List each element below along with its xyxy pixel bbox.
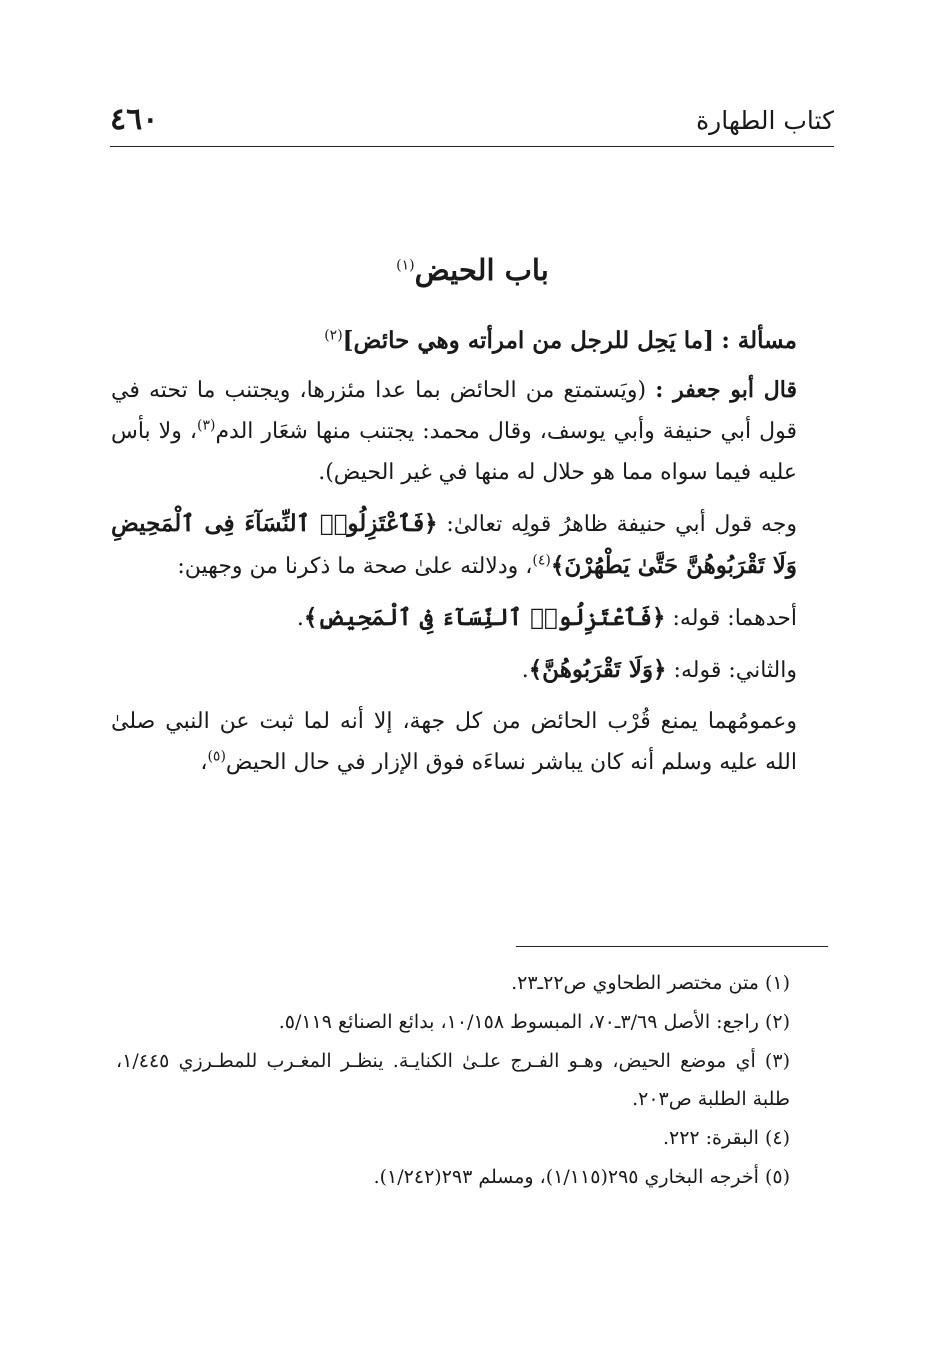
quran-verse: ﴿فَٱعْتَزِلُوا۟ ٱلنِّسَآءَ فِى ٱلْمَحِيضِ﴾ <box>303 604 666 631</box>
paragraph-text: (ويَستمتع من الحائض بما عدا مئزرها، ويجتنب ما تحته في قول أبي حنيفة وأبي يوسف، وقال محمد: يجتنب منها شعَار الدم <box>111 378 797 444</box>
chapter-title <box>0 248 945 292</box>
paragraph <box>111 503 835 587</box>
footnote-ref: (٣) <box>196 417 216 434</box>
footnote-ref: (٤) <box>532 552 551 569</box>
footnote-ref: (٥) <box>207 748 226 765</box>
footnote-divider <box>516 946 828 947</box>
paragraph-text: ، <box>200 750 208 775</box>
quran-verse: ﴿فَٱعْتَزِلُوا۟ ٱلنِّسَآءَ فِى ٱلْمَحِيضِ وَلَا تَقْرَبُوهُنَّ حَتَّىٰ يَطْهُرْنَ﴾ <box>111 510 797 579</box>
footnotes <box>116 964 828 1197</box>
issue-question: [ما يَحِل للرجل من امرأته وهي حائض] <box>342 327 714 354</box>
paragraph-text: ، ودلالته علىٰ صحة ما ذكرنا من وجهين: <box>177 554 533 579</box>
footnote: (٥) أخرجه البخاري ٢٩٥(١/١١٥)، ومسلم ٢٩٣(١/٢٤٢). <box>373 1166 790 1188</box>
paragraph-text: والثاني: قوله: <box>673 658 797 683</box>
footnote-ref: (١) <box>396 257 415 274</box>
page-number: ٤٦٠ <box>110 102 159 137</box>
speaker-label: قال أبو جعفر : <box>655 377 797 403</box>
book-title: كتاب الطهارة <box>696 106 834 135</box>
paragraph: والثاني: قوله: ﴿وَلَا تَقْرَبُوهُنَّ﴾. <box>521 656 797 683</box>
paragraph: أحدهما: قوله: ﴿فَٱعْتَزِلُوا۟ ٱلنِّسَآءَ فِى ٱلْمَحِيضِ﴾. <box>296 604 797 631</box>
footnote-ref: (٢) <box>324 327 343 344</box>
footnote: (٤) البقرة: ٢٢٢. <box>662 1127 790 1149</box>
paragraph-text: أحدهما: قوله: <box>672 606 797 631</box>
paragraph-text: ، ولا بأس عليه فيما سواه مما هو حلال له منها في غير الحيض). <box>111 419 797 485</box>
issue-heading <box>111 320 835 362</box>
quran-verse: ﴿وَلَا تَقْرَبُوهُنَّ﴾ <box>528 656 667 683</box>
issue-label: مسألة : <box>721 327 797 354</box>
running-header <box>110 100 834 147</box>
paragraph-text: وعمومُهما يمنع قُرْب الحائض من كل جهة، إلا أنه لما ثبت عن النبي صلىٰ الله عليه وسلم أنه كان يباشر نساءَه فوق الإزار في حال الحيض <box>111 709 797 775</box>
paragraph-text: وجه قول أبي حنيفة ظاهرُ قولِه تعالىٰ: <box>446 512 797 537</box>
paragraph <box>111 370 835 493</box>
footnote: (٢) راجع: الأصل ٣/٦٩ـ٧٠، المبسوط ١٠/١٥٨، بدائع الصنائع ٥/١١٩. <box>278 1011 790 1033</box>
main-text <box>111 320 835 793</box>
paragraph <box>111 701 835 783</box>
footnote: (١) متن مختصر الطحاوي ص٢٢ـ٢٣. <box>511 972 790 994</box>
chapter-title-text: باب الحيض <box>414 253 549 287</box>
footnote: (٣) أي موضع الحيض، وهـو الفـرج علـىٰ الكنايـة. ينظـر المغـرب للمطـرزي ١/٤٤٥، طلبة الطلبة ص٢٠٣. <box>116 1050 790 1110</box>
